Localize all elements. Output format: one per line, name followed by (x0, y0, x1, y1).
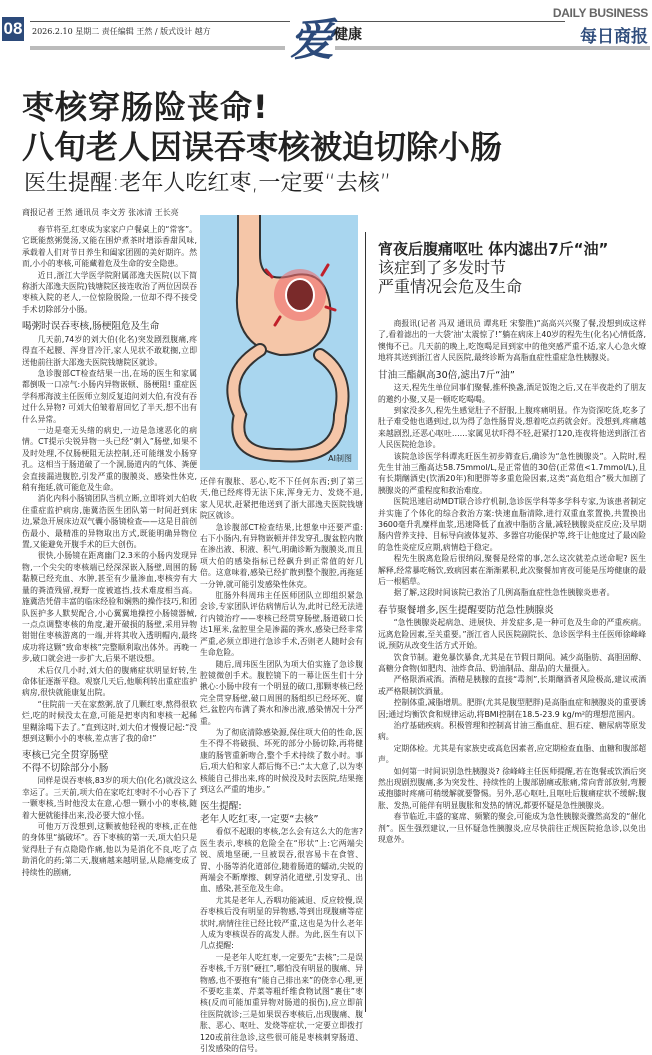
paragraph: 随后,周玮医生团队为项大伯实施了急诊腹腔镜微创手术。腹腔镜下的一幕让医生们十分揪心:小肠中段有一个明显的破口,那颗枣核已经完全贯穿肠壁,破口周围的肠组织已经坏死、腐烂,盆腔内布满了粪水和渗出液,感染情况十分严重。 (200, 659, 363, 726)
paragraph: 医院迅速启动MDT联合诊疗机制,急诊医学科等多学科专家,为该患者制定并实施了个体化的综合救治方案:快速血脂清除,进行双重血浆置换,共置换出3600毫升乳糜样血浆,迅速降低了血液中脂肪含量,减轻胰腺炎症反应;及早期肠内营养支持、目标导向液体复苏、多器官功能保护等,终于让他度过了最凶险的急性炎症反应期,病情趋于稳定。 (378, 497, 646, 552)
paragraph: 一边是毫无头绪的病史,一边是急速恶化的病情。CT提示尖锐异物一头已经“刺入”肠壁,如果不及时处理,不仅肠梗阻无法控制,还可能继发小肠穿孔。这相当于肠道破了一个洞,肠道内的气体、粪便会直接漏进腹腔,引发严重的腹膜炎、感染性休克,稍有拖延,就可能危及生命。 (22, 426, 197, 493)
section-heading: 喝粥时误吞枣核,肠梗阻危及生命 (22, 321, 160, 333)
paragraph: 严格限酒戒酒。酒精是胰腺的直接“毒剂”,长期酗酒者风险极高,建议戒酒或严格限制饮酒量。 (378, 675, 646, 696)
main-article-middle-column (200, 476, 363, 1055)
paragraph: 一是老年人吃红枣,一定要先“去核”;二是误吞枣核,千万别“硬扛”,哪怕没有明显的腹痛、异物感,也不要抱有“能自己排出来”的侥幸心理,更不要吃韭菜、芹菜等粗纤维食物试图“裹住”枣核(反而可能加重异物对肠道的损伤),应立即前往医院就诊;三是如果误吞枣核后,出现腹痛、腹胀、恶心、呕吐、发烧等症状,一定要立即拨打120或前往急诊,这些很可能是枣核刺穿肠道、引发感染的信号。 (200, 952, 363, 1054)
subheadline: 医生提醒:老年人吃红枣,一定要“去核” (24, 171, 392, 196)
headline-second: 八旬老人因误吞枣核被迫切除小肠 (22, 128, 503, 166)
paragraph: 几天前,74岁的刘大伯(化名)突发剧烈腹痛,疼得直不起腰、浑身冒冷汗,家人见状不敢耽搁,立即送他前往浙大邵逸夫医院钱塘院区就诊。 (22, 334, 197, 367)
paragraph: 术后仅几小时,刘大伯的腹痛症状明显好转,生命体征逐渐平稳。观察几天后,他顺利转出重症监护病房,很快就能康复出院。 (22, 665, 197, 698)
date-line: 2026.2.10 星期二 责任编辑 王然 / 版式设计 越方 (32, 27, 211, 36)
paragraph: 到家没多久,程先生感觉肚子不舒服,上腹疼痛明显。作为资深吃货,吃多了肚子难受他也遇到过,以为得了急性肠胃炎,想着吃点药就会好。没想到,疼痛越来越剧烈,还恶心呕吐……家属见状吓得不轻,赶紧打120,连夜将他送到浙江省人民医院抢急诊。 (378, 405, 646, 450)
side-article-body (378, 318, 646, 845)
section-heading: 甘油三酯飙高30倍,滤出7斤“油” (378, 369, 515, 381)
header-divider (335, 21, 565, 22)
paragraph: 该院急诊医学科谭兆旺医生初步筛查后,确诊为“急性胰腺炎”。入院时,程先生甘油三酯高达58.75mmol/L,是正常值的30倍(正常值<1.7mmol/L),且有长期酗酒史(饮酒20年)和肥胖等多重危险因素,这类“高危组合”极大加剧了胰腺炎的严重程度和救治难度。 (378, 451, 646, 495)
paragraph: 商报讯(记者 冯双 通讯员 谭兆旺 宋黎胜)“高高兴兴聚了餐,没想到成这样了,看着滤出的一大袋‘油’太震惊了!”躺在病床上40岁的程先生(化名)心情低落,懊悔不已。几天前的晚上,吃饱喝足回到家中的他突感严重不适,家人心急火燎地将其送到浙江省人民医院,最终诊断为高脂血症性重症急性胰腺炎。 (378, 319, 646, 363)
header-divider (30, 21, 290, 22)
brand-chinese: 每日商报 (580, 27, 648, 47)
paragraph: 如何第一时间识别急性胰腺炎? 徐峰峰主任医师提醒,若在饱餐或饮酒后突然出现剧烈腹痛,多为突发性、持续性的上腹部剧痛或胀痛,常向背部放射,弯腰或抱膝时疼痛可稍缓解就要警惕。另外,恶心呕吐,且呕吐后腹痛症状不缓解;腹胀、发热,可能伴有明显腹胀和发热的情况,都要怀疑是急性胰腺炎。 (378, 766, 646, 810)
stomach-icon (200, 215, 358, 470)
paragraph: 饮食节制。避免暴饮暴食,尤其是在节假日期间。减少高脂肪、高胆固醇、高糖分食物(如肥肉、油炸食品、奶油制品、甜品)的大量摄入。 (378, 652, 646, 673)
paragraph: 尤其是老年人,吞咽功能减退、反应较慢,误吞枣核后没有明显的异物感,等到出现腹痛等症状时,病情往往已经比较严重,这也是为什么老年人成为枣核误吞的高发人群。为此,医生有以下几点提醒: (200, 895, 363, 951)
byline: 商报记者 王然 通讯员 李文芳 张冰清 王长亮 (22, 208, 179, 217)
section-heading: 春节聚餐增多,医生提醒要防范急性胰腺炎 (378, 604, 554, 616)
paragraph: 肛肠外科周玮主任医师团队立即组织紧急会诊,专家团队评估病情后认为,此时已经无法进行内镜治疗——枣核已经贯穿肠壁,肠道破口长达1厘米,盆腔里全是渗漏的粪水,感染已经非常严重,必须立即进行急诊手术,否则老人随时会有生命危险。 (200, 591, 363, 658)
paragraph: 治疗基础疾病。积极管理和控制高甘油三酯血症、胆石症、糖尿病等原发病。 (378, 721, 646, 742)
paragraph: 看似不起眼的枣核,怎么会有这么大的危害? 医生表示,枣核的危险全在“形状”上:它两端尖锐、质地坚硬,一旦被误吞,很容易卡在食管、胃、小肠等消化道部位,随着肠道的蠕动,尖锐的两端会不断摩擦、刺穿消化道壁,引发穿孔、出血、感染,甚至危及生命。 (200, 827, 363, 894)
paragraph: 还伴有腹胀、恶心,吃不下任何东西;到了第三天,他已经疼得无法下床,浑身无力、发烧不退,家人见状,赶紧把他送到了浙大邵逸夫医院钱塘院区就诊。 (200, 477, 363, 521)
paragraph: 春节临近,丰盛的宴席、频繁的聚会,可能成为急性胰腺炎骤然高发的“催化剂”。医生强烈建议,一旦怀疑急性胰腺炎,应尽快前往正规医院抢急诊,以免出现意外。 (378, 812, 646, 845)
headline-main: 枣核穿肠险丧命! (22, 88, 269, 126)
section-heading: 枣核已完全贯穿肠壁 不得不切除部分小肠 (22, 750, 109, 774)
column-divider (365, 232, 366, 1012)
paragraph: 同样是误吞枣核,83岁的项大伯(化名)就没这么幸运了。三天前,项大伯在家吃红枣时不小心吞下了一颗枣核,当时他没太在意,心想一颗小小的枣核,随着大便就能排出来,没必要大惊小怪。 (22, 776, 197, 820)
stomach-illustration (200, 215, 358, 470)
paragraph: 定期体检。尤其是有家族史或高危因素者,应定期检查血脂、血糖和腹部超声。 (378, 743, 646, 765)
paragraph: 控制体重,减脂增肌。肥胖(尤其是腹型肥胖)是高脂血症和胰腺炎的重要诱因;通过均衡饮食和规律运动,将BMI控制在18.5-23.9 kg/m²的理想范围内。 (378, 698, 646, 719)
paragraph: 很快,小肠镜在距离幽门2.3米的小肠内发现异物,一个尖尖的枣核端已经深深嵌入肠壁,周围的肠黏膜已经充血、水肿,甚至有少量渗血,枣核旁有大量的粪渣残留,视野一度被遮挡,技术难度相当高。施冀浩凭借丰富的临床经验和娴熟的操作技巧,和团队医护多人默契配合,小心翼翼地操控小肠镜器械,一点点调整枣核的角度,避开破损的肠壁,采用异物钳钳住枣核游离的一端,并将其收入透明帽内,最终成功将这颗“致命枣核”完整顺利取出体外。再晚一步,破口就会进一步扩大,后果不堪设想。 (22, 551, 197, 664)
header-rule (30, 46, 285, 50)
section-name: 健康 (334, 27, 362, 43)
paragraph: 急诊腹部CT检查结果一出,在场的医生和家属都倒吸一口凉气:小肠内异物嵌顿、肠梗阻! 重症医学科邢海波主任医师立刻反复追问刘大伯,有没有吞过什么异物? 可刘大伯皱着眉回忆了半天,想不出有什么异常。 (22, 368, 197, 424)
side-headline: 宵夜后腹痛呕吐 体内滤出7斤“油” (378, 240, 609, 258)
paragraph: 可他万万没想到,这颗被他轻视的枣核,正在他的身体里“搞破坏”。吞下枣核的第一天,项大伯只是觉得肚子有点隐隐作痛,他以为是消化不良,吃了点助消化的药;第二天,腹痛越来越明显,从隐痛变成了持续性的剧痛, (22, 822, 197, 877)
paragraph: 急诊腹部CT检查结果,比想象中还要严重:右下小肠内,有异物嵌顿并伴发穿孔,腹盆腔内散在渗出液、积液、积气,明确诊断为腹膜炎,而且项大伯的感染指标已经飙升到正常值的好几倍。这意味着,感染已经扩散到整个腹腔,再拖延一分钟,就可能引发感染性休克。 (200, 522, 363, 589)
section-logo-char: 爱 (290, 15, 334, 66)
paragraph: 春节将至,红枣成为家家户户餐桌上的“常客”。它既能熬粥煲汤,又能在围炉煮茶时增添香甜风味,承载着人们对节日养生和阖家团圆的美好期许。然而,小小的枣核,可能藏着危及生命的安全隐患。 (22, 225, 197, 269)
section-heading: 医生提醒: 老年人吃红枣,一定要“去核” (200, 801, 319, 825)
paragraph: 据了解,这段时间该院已救治了几例高脂血症性急性胰腺炎患者。 (393, 588, 615, 598)
paragraph: 为了彻底清除感染源,保住项大伯的性命,医生不得不将破损、坏死的部分小肠切除,再将健康的肠管重新吻合,整个手术持续了数小时。事后,项大伯和家人都后悔不已:“太大意了,以为枣核能自己排出来,疼的时候没及时去医院,结果拖到这么严重的地步。” (200, 727, 363, 794)
paragraph: 消化内科小肠镜团队当机立断,立即将刘大伯收住重症监护病房,施冀浩医生团队第一时间赶到床边,紧急开展床边双气囊小肠镜检查——这是目前创伤最小、最精准的异物取出方式,既能明确异物位置,又能避免开腹手术的巨大创伤。 (22, 494, 197, 550)
side-subheadline: 该症到了多发时节 严重情况会危及生命 (378, 258, 523, 296)
paragraph: 程先生脱离危险后很纳闷,聚餐是经常的事,怎么这次就差点送命呢? 医生解释,经常暴吃畅饮,致病因素在渐渐累积,此次聚餐加宵夜可能是压垮健康的最后一根稻草。 (378, 554, 646, 587)
paragraph: 近日,浙江大学医学院附属邵逸夫医院(以下简称浙大邵逸夫医院)钱塘院区接连收治了两位因误吞枣核入院的老人,一位惊险脱险,一位却不得不接受手术切除部分小肠。 (22, 270, 197, 314)
brand-english: DAILY BUSINESS (552, 6, 648, 20)
main-article-left-column (22, 224, 197, 878)
image-caption: AI制图 (328, 454, 352, 463)
paragraph: 这天,程先生单位同事们聚餐,推杯换盏,酒足饭饱之后,又在半夜赴约了朋友的邀约小聚,又是一顿吃吃喝喝。 (378, 383, 646, 404)
paragraph: “急性胰腺炎起病急、进展快、并发症多,是一种可危及生命的严重疾病。远离危险因素,至关重要。”浙江省人民医院副院长、急诊医学科主任医师徐峰峰说,预防从改变生活方式开始。 (378, 618, 646, 651)
paragraph: “住院前一天在家熬粥,放了几颗红枣,熬得很软烂,吃的时候没太在意,可能是把枣肉和枣核一起稀里糊涂喝下去了。”直到这时,刘大伯才慢慢记起:“没想到这颗小小的枣核,差点害了我的命!” (22, 699, 197, 743)
page-number: 08 (2, 17, 24, 41)
